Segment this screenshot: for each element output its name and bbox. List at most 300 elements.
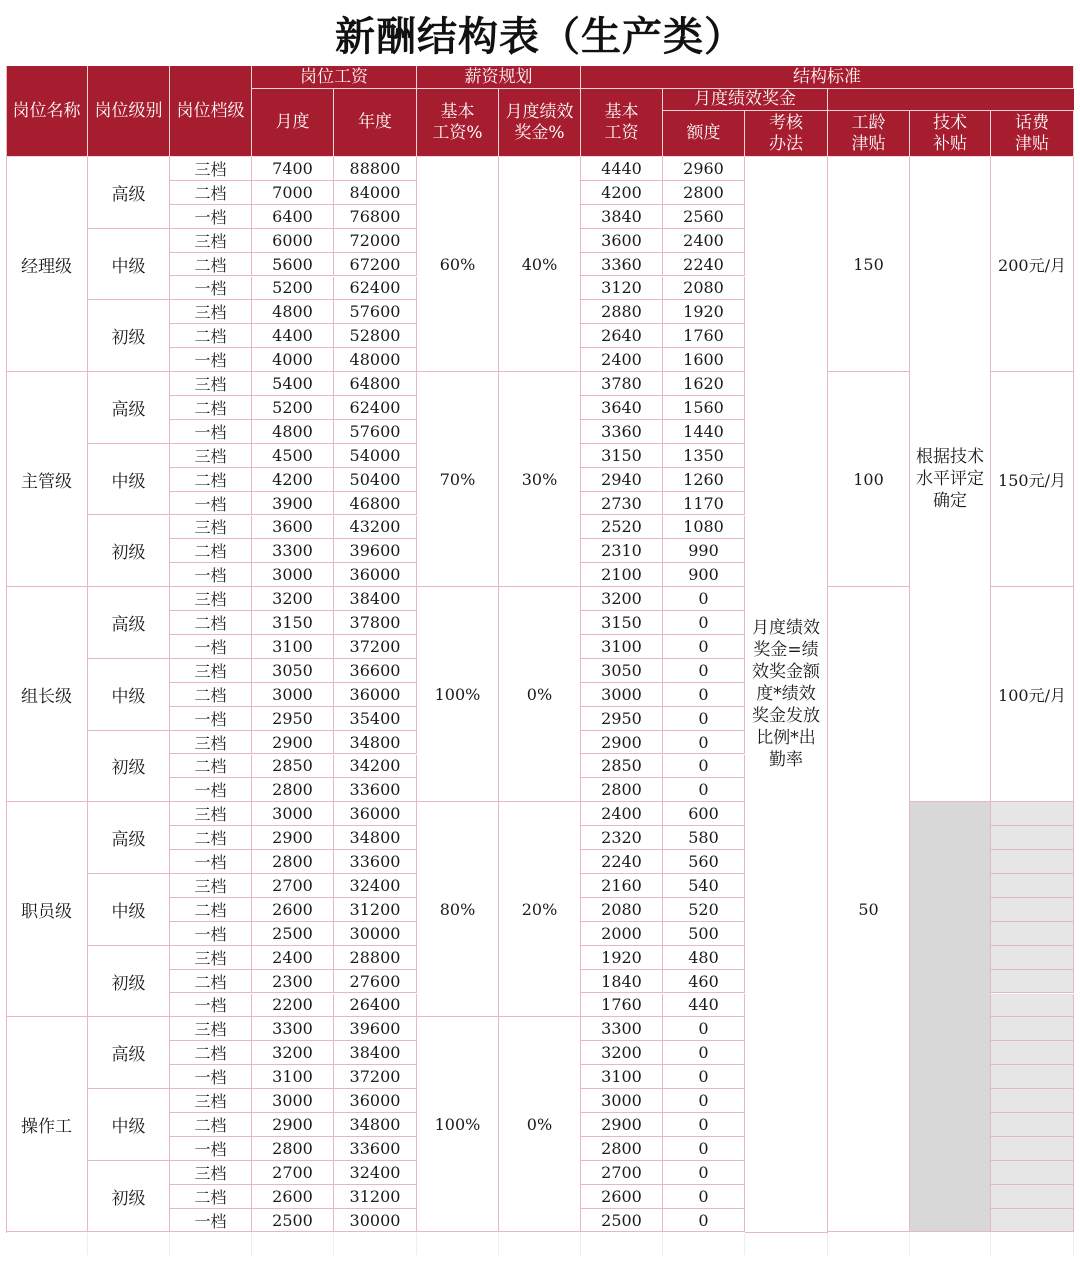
grade-cell: 一档 bbox=[170, 1065, 252, 1089]
base-salary-cell: 2320 bbox=[581, 826, 663, 850]
grade-cell: 三档 bbox=[170, 659, 252, 683]
monthly-salary-cell: 3100 bbox=[252, 635, 334, 659]
bonus-amount-cell: 520 bbox=[663, 898, 745, 922]
header-position-level: 岗位级别 bbox=[88, 66, 170, 157]
base-salary-cell: 2310 bbox=[581, 539, 663, 563]
level-cell: 初级 bbox=[88, 516, 170, 588]
level-cell: 高级 bbox=[88, 1017, 170, 1089]
footer-empty-cell bbox=[6, 1233, 88, 1255]
level-cell: 中级 bbox=[88, 229, 170, 301]
page-title: 新酬结构表（生产类） bbox=[335, 14, 745, 60]
base-pct-cell: 60% bbox=[417, 157, 499, 372]
header-bonus-group: 月度绩效奖金 bbox=[663, 89, 828, 111]
bonus-amount-cell: 2400 bbox=[663, 229, 745, 253]
bonus-amount-cell: 0 bbox=[663, 1065, 745, 1089]
level-cell: 初级 bbox=[88, 731, 170, 803]
base-pct-cell: 100% bbox=[417, 587, 499, 802]
monthly-salary-cell: 3000 bbox=[252, 1089, 334, 1113]
bonus-amount-cell: 0 bbox=[663, 731, 745, 755]
annual-salary-cell: 57600 bbox=[334, 300, 417, 324]
grade-cell: 三档 bbox=[170, 516, 252, 540]
base-salary-cell: 4200 bbox=[581, 181, 663, 205]
monthly-salary-cell: 3100 bbox=[252, 1065, 334, 1089]
header-seniority: 工龄 津贴 bbox=[828, 111, 910, 157]
bonus-amount-cell: 1260 bbox=[663, 468, 745, 492]
monthly-salary-cell: 2500 bbox=[252, 922, 334, 946]
base-salary-cell: 3360 bbox=[581, 253, 663, 277]
monthly-salary-cell: 4000 bbox=[252, 348, 334, 372]
footer-empty-cell bbox=[663, 1233, 745, 1255]
monthly-salary-cell: 4800 bbox=[252, 420, 334, 444]
monthly-salary-cell: 5200 bbox=[252, 277, 334, 301]
level-cell: 高级 bbox=[88, 157, 170, 229]
annual-salary-cell: 50400 bbox=[334, 468, 417, 492]
monthly-salary-cell: 5400 bbox=[252, 372, 334, 396]
monthly-salary-cell: 2900 bbox=[252, 1113, 334, 1137]
phone-allowance-empty bbox=[991, 994, 1074, 1018]
grade-cell: 二档 bbox=[170, 253, 252, 277]
monthly-salary-cell: 3200 bbox=[252, 1041, 334, 1065]
phone-allowance-empty bbox=[991, 802, 1074, 826]
grade-cell: 三档 bbox=[170, 444, 252, 468]
annual-salary-cell: 27600 bbox=[334, 970, 417, 994]
phone-allowance-empty bbox=[991, 1089, 1074, 1113]
bonus-amount-cell: 480 bbox=[663, 946, 745, 970]
phone-allowance-empty bbox=[991, 1113, 1074, 1137]
annual-salary-cell: 30000 bbox=[334, 922, 417, 946]
assess-method-note: 月度绩效奖金=绩效奖金额度*绩效奖金发放比例*出勤率 bbox=[745, 157, 828, 1233]
position-name-cell: 组长级 bbox=[6, 587, 88, 802]
base-salary-cell: 2900 bbox=[581, 731, 663, 755]
phone-allowance-empty bbox=[991, 1137, 1074, 1161]
base-salary-cell: 2160 bbox=[581, 874, 663, 898]
base-salary-cell: 3600 bbox=[581, 229, 663, 253]
bonus-amount-cell: 500 bbox=[663, 922, 745, 946]
base-salary-cell: 3300 bbox=[581, 1017, 663, 1041]
base-salary-cell: 3200 bbox=[581, 587, 663, 611]
base-salary-cell: 2730 bbox=[581, 492, 663, 516]
bonus-amount-cell: 540 bbox=[663, 874, 745, 898]
monthly-salary-cell: 2800 bbox=[252, 778, 334, 802]
monthly-salary-cell: 2300 bbox=[252, 970, 334, 994]
bonus-amount-cell: 1600 bbox=[663, 348, 745, 372]
annual-salary-cell: 32400 bbox=[334, 874, 417, 898]
base-salary-cell: 3780 bbox=[581, 372, 663, 396]
header-base-pct: 基本 工资% bbox=[417, 89, 499, 157]
grade-cell: 三档 bbox=[170, 874, 252, 898]
phone-allowance-manager: 200元/月 bbox=[991, 157, 1074, 372]
tech-subsidy-empty bbox=[910, 802, 991, 1232]
annual-salary-cell: 76800 bbox=[334, 205, 417, 229]
base-salary-cell: 2240 bbox=[581, 850, 663, 874]
bonus-pct-cell: 0% bbox=[499, 1017, 581, 1232]
annual-salary-cell: 36000 bbox=[334, 802, 417, 826]
grade-cell: 二档 bbox=[170, 826, 252, 850]
header-salary-group: 岗位工资 bbox=[252, 66, 417, 89]
base-salary-cell: 3100 bbox=[581, 1065, 663, 1089]
level-cell: 中级 bbox=[88, 659, 170, 731]
phone-allowance-empty bbox=[991, 850, 1074, 874]
grade-cell: 二档 bbox=[170, 970, 252, 994]
bonus-pct-cell: 40% bbox=[499, 157, 581, 372]
grade-cell: 二档 bbox=[170, 1113, 252, 1137]
bonus-amount-cell: 1080 bbox=[663, 516, 745, 540]
annual-salary-cell: 72000 bbox=[334, 229, 417, 253]
grade-cell: 三档 bbox=[170, 946, 252, 970]
base-salary-cell: 2900 bbox=[581, 1113, 663, 1137]
annual-salary-cell: 28800 bbox=[334, 946, 417, 970]
phone-allowance-empty bbox=[991, 1185, 1074, 1209]
bonus-amount-cell: 2560 bbox=[663, 205, 745, 229]
base-salary-cell: 2400 bbox=[581, 348, 663, 372]
annual-salary-cell: 34200 bbox=[334, 755, 417, 779]
annual-salary-cell: 37800 bbox=[334, 611, 417, 635]
base-pct-cell: 70% bbox=[417, 372, 499, 587]
position-name-cell: 操作工 bbox=[6, 1017, 88, 1232]
grade-cell: 一档 bbox=[170, 922, 252, 946]
bonus-amount-cell: 1560 bbox=[663, 396, 745, 420]
grade-cell: 一档 bbox=[170, 1137, 252, 1161]
base-salary-cell: 2520 bbox=[581, 516, 663, 540]
annual-salary-cell: 35400 bbox=[334, 707, 417, 731]
header-bonus-pct: 月度绩效 奖金% bbox=[499, 89, 581, 157]
monthly-salary-cell: 2600 bbox=[252, 898, 334, 922]
base-salary-cell: 1760 bbox=[581, 994, 663, 1018]
bonus-amount-cell: 460 bbox=[663, 970, 745, 994]
annual-salary-cell: 52800 bbox=[334, 324, 417, 348]
bonus-pct-cell: 0% bbox=[499, 587, 581, 802]
annual-salary-cell: 36000 bbox=[334, 1089, 417, 1113]
monthly-salary-cell: 4200 bbox=[252, 468, 334, 492]
position-name-cell: 职员级 bbox=[6, 802, 88, 1017]
base-salary-cell: 3840 bbox=[581, 205, 663, 229]
monthly-salary-cell: 2500 bbox=[252, 1209, 334, 1233]
grade-cell: 一档 bbox=[170, 635, 252, 659]
phone-allowance-supervisor: 150元/月 bbox=[991, 372, 1074, 587]
base-salary-cell: 2080 bbox=[581, 898, 663, 922]
level-cell: 中级 bbox=[88, 874, 170, 946]
phone-allowance-empty bbox=[991, 970, 1074, 994]
position-name-cell: 经理级 bbox=[6, 157, 88, 372]
grade-cell: 三档 bbox=[170, 157, 252, 181]
annual-salary-cell: 34800 bbox=[334, 826, 417, 850]
base-salary-cell: 2640 bbox=[581, 324, 663, 348]
base-salary-cell: 3150 bbox=[581, 611, 663, 635]
grade-cell: 一档 bbox=[170, 778, 252, 802]
monthly-salary-cell: 2950 bbox=[252, 707, 334, 731]
header-plan-group: 薪资规划 bbox=[417, 66, 581, 89]
annual-salary-cell: 36000 bbox=[334, 563, 417, 587]
tech-subsidy-note: 根据技术水平评定确定 bbox=[910, 157, 991, 802]
monthly-salary-cell: 4400 bbox=[252, 324, 334, 348]
seniority-allowance-supervisor: 100 bbox=[828, 372, 910, 587]
monthly-salary-cell: 2600 bbox=[252, 1185, 334, 1209]
header-phone: 话费 津贴 bbox=[991, 111, 1074, 157]
monthly-salary-cell: 2700 bbox=[252, 1161, 334, 1185]
annual-salary-cell: 33600 bbox=[334, 850, 417, 874]
monthly-salary-cell: 3300 bbox=[252, 539, 334, 563]
bonus-amount-cell: 0 bbox=[663, 755, 745, 779]
grade-cell: 一档 bbox=[170, 994, 252, 1018]
grade-cell: 一档 bbox=[170, 492, 252, 516]
header-tech: 技术 补贴 bbox=[910, 111, 991, 157]
bonus-amount-cell: 0 bbox=[663, 1017, 745, 1041]
footer-empty-cell bbox=[88, 1233, 170, 1255]
base-salary-cell: 2850 bbox=[581, 755, 663, 779]
annual-salary-cell: 34800 bbox=[334, 731, 417, 755]
grade-cell: 一档 bbox=[170, 205, 252, 229]
base-salary-cell: 3360 bbox=[581, 420, 663, 444]
annual-salary-cell: 84000 bbox=[334, 181, 417, 205]
header-position-grade: 岗位档级 bbox=[170, 66, 252, 157]
annual-salary-cell: 46800 bbox=[334, 492, 417, 516]
annual-salary-cell: 57600 bbox=[334, 420, 417, 444]
bonus-amount-cell: 1620 bbox=[663, 372, 745, 396]
base-salary-cell: 2940 bbox=[581, 468, 663, 492]
level-cell: 高级 bbox=[88, 372, 170, 444]
level-cell: 中级 bbox=[88, 444, 170, 516]
bonus-amount-cell: 0 bbox=[663, 707, 745, 731]
footer-empty-cell bbox=[252, 1233, 334, 1255]
annual-salary-cell: 37200 bbox=[334, 635, 417, 659]
monthly-salary-cell: 2900 bbox=[252, 731, 334, 755]
footer-empty-cell bbox=[499, 1233, 581, 1255]
footer-empty-cell bbox=[745, 1233, 828, 1255]
bonus-amount-cell: 0 bbox=[663, 611, 745, 635]
bonus-amount-cell: 600 bbox=[663, 802, 745, 826]
table-left-border bbox=[6, 66, 7, 1233]
grade-cell: 二档 bbox=[170, 468, 252, 492]
phone-allowance-empty bbox=[991, 1065, 1074, 1089]
level-cell: 初级 bbox=[88, 946, 170, 1018]
annual-salary-cell: 36000 bbox=[334, 683, 417, 707]
base-salary-cell: 1840 bbox=[581, 970, 663, 994]
base-salary-cell: 2100 bbox=[581, 563, 663, 587]
monthly-salary-cell: 2800 bbox=[252, 1137, 334, 1161]
grade-cell: 三档 bbox=[170, 802, 252, 826]
monthly-salary-cell: 3150 bbox=[252, 611, 334, 635]
annual-salary-cell: 30000 bbox=[334, 1209, 417, 1233]
base-salary-cell: 3120 bbox=[581, 277, 663, 301]
grade-cell: 三档 bbox=[170, 372, 252, 396]
monthly-salary-cell: 5200 bbox=[252, 396, 334, 420]
bonus-amount-cell: 0 bbox=[663, 778, 745, 802]
monthly-salary-cell: 3600 bbox=[252, 516, 334, 540]
grade-cell: 三档 bbox=[170, 300, 252, 324]
grade-cell: 二档 bbox=[170, 898, 252, 922]
base-salary-cell: 2880 bbox=[581, 300, 663, 324]
monthly-salary-cell: 6000 bbox=[252, 229, 334, 253]
bonus-amount-cell: 2960 bbox=[663, 157, 745, 181]
bonus-amount-cell: 0 bbox=[663, 659, 745, 683]
level-cell: 初级 bbox=[88, 1161, 170, 1233]
phone-allowance-empty bbox=[991, 1041, 1074, 1065]
bonus-amount-cell: 560 bbox=[663, 850, 745, 874]
grade-cell: 二档 bbox=[170, 1041, 252, 1065]
footer-empty-cell bbox=[170, 1233, 252, 1255]
bonus-amount-cell: 0 bbox=[663, 1161, 745, 1185]
base-salary-cell: 3100 bbox=[581, 635, 663, 659]
annual-salary-cell: 34800 bbox=[334, 1113, 417, 1137]
annual-salary-cell: 32400 bbox=[334, 1161, 417, 1185]
annual-salary-cell: 36600 bbox=[334, 659, 417, 683]
grade-cell: 三档 bbox=[170, 1017, 252, 1041]
base-salary-cell: 3640 bbox=[581, 396, 663, 420]
grade-cell: 一档 bbox=[170, 420, 252, 444]
base-pct-cell: 80% bbox=[417, 802, 499, 1017]
base-salary-cell: 3000 bbox=[581, 683, 663, 707]
bonus-amount-cell: 0 bbox=[663, 1041, 745, 1065]
monthly-salary-cell: 2800 bbox=[252, 850, 334, 874]
base-salary-cell: 3050 bbox=[581, 659, 663, 683]
bonus-amount-cell: 0 bbox=[663, 1089, 745, 1113]
monthly-salary-cell: 4500 bbox=[252, 444, 334, 468]
header-bonus-amount: 额度 bbox=[663, 111, 745, 157]
seniority-allowance-others: 50 bbox=[828, 587, 910, 1232]
grade-cell: 三档 bbox=[170, 1161, 252, 1185]
grade-cell: 三档 bbox=[170, 229, 252, 253]
base-salary-cell: 2700 bbox=[581, 1161, 663, 1185]
monthly-salary-cell: 7400 bbox=[252, 157, 334, 181]
bonus-amount-cell: 0 bbox=[663, 635, 745, 659]
monthly-salary-cell: 3900 bbox=[252, 492, 334, 516]
annual-salary-cell: 39600 bbox=[334, 539, 417, 563]
phone-allowance-empty bbox=[991, 1017, 1074, 1041]
bonus-pct-cell: 30% bbox=[499, 372, 581, 587]
grade-cell: 二档 bbox=[170, 539, 252, 563]
bonus-amount-cell: 1170 bbox=[663, 492, 745, 516]
monthly-salary-cell: 3000 bbox=[252, 802, 334, 826]
grade-cell: 一档 bbox=[170, 1209, 252, 1233]
footer-empty-cell bbox=[910, 1233, 991, 1255]
footer-empty-cell bbox=[991, 1233, 1074, 1255]
bonus-amount-cell: 0 bbox=[663, 1209, 745, 1233]
base-salary-cell: 2950 bbox=[581, 707, 663, 731]
monthly-salary-cell: 3300 bbox=[252, 1017, 334, 1041]
level-cell: 中级 bbox=[88, 1089, 170, 1161]
footer-empty-cell bbox=[334, 1233, 417, 1255]
header-base-salary: 基本 工资 bbox=[581, 89, 663, 157]
monthly-salary-cell: 5600 bbox=[252, 253, 334, 277]
bonus-amount-cell: 580 bbox=[663, 826, 745, 850]
monthly-salary-cell: 3000 bbox=[252, 563, 334, 587]
header-band bbox=[828, 89, 1074, 111]
bonus-pct-cell: 20% bbox=[499, 802, 581, 1017]
bonus-amount-cell: 2240 bbox=[663, 253, 745, 277]
grade-cell: 三档 bbox=[170, 1089, 252, 1113]
footer-empty-cell bbox=[828, 1233, 910, 1255]
base-salary-cell: 3150 bbox=[581, 444, 663, 468]
phone-allowance-empty bbox=[991, 826, 1074, 850]
base-salary-cell: 2800 bbox=[581, 1137, 663, 1161]
grade-cell: 一档 bbox=[170, 348, 252, 372]
annual-salary-cell: 38400 bbox=[334, 587, 417, 611]
base-salary-cell: 2800 bbox=[581, 778, 663, 802]
annual-salary-cell: 67200 bbox=[334, 253, 417, 277]
phone-allowance-empty bbox=[991, 922, 1074, 946]
annual-salary-cell: 38400 bbox=[334, 1041, 417, 1065]
grade-cell: 三档 bbox=[170, 587, 252, 611]
bonus-amount-cell: 1920 bbox=[663, 300, 745, 324]
bonus-amount-cell: 1760 bbox=[663, 324, 745, 348]
level-cell: 高级 bbox=[88, 587, 170, 659]
phone-allowance-empty bbox=[991, 1209, 1074, 1233]
annual-salary-cell: 33600 bbox=[334, 778, 417, 802]
bonus-amount-cell: 0 bbox=[663, 1113, 745, 1137]
monthly-salary-cell: 2200 bbox=[252, 994, 334, 1018]
annual-salary-cell: 64800 bbox=[334, 372, 417, 396]
base-salary-cell: 2500 bbox=[581, 1209, 663, 1233]
annual-salary-cell: 62400 bbox=[334, 396, 417, 420]
monthly-salary-cell: 2900 bbox=[252, 826, 334, 850]
position-name-cell: 主管级 bbox=[6, 372, 88, 587]
phone-allowance-empty bbox=[991, 1161, 1074, 1185]
base-salary-cell: 3200 bbox=[581, 1041, 663, 1065]
monthly-salary-cell: 4800 bbox=[252, 300, 334, 324]
footer-empty-cell bbox=[581, 1233, 663, 1255]
phone-allowance-empty bbox=[991, 898, 1074, 922]
grade-cell: 一档 bbox=[170, 563, 252, 587]
annual-salary-cell: 88800 bbox=[334, 157, 417, 181]
phone-allowance-empty bbox=[991, 874, 1074, 898]
monthly-salary-cell: 3050 bbox=[252, 659, 334, 683]
grade-cell: 三档 bbox=[170, 731, 252, 755]
phone-allowance-empty bbox=[991, 946, 1074, 970]
annual-salary-cell: 48000 bbox=[334, 348, 417, 372]
grade-cell: 一档 bbox=[170, 707, 252, 731]
monthly-salary-cell: 3200 bbox=[252, 587, 334, 611]
monthly-salary-cell: 2400 bbox=[252, 946, 334, 970]
monthly-salary-cell: 2850 bbox=[252, 755, 334, 779]
bonus-amount-cell: 2800 bbox=[663, 181, 745, 205]
bonus-amount-cell: 1440 bbox=[663, 420, 745, 444]
bonus-amount-cell: 0 bbox=[663, 587, 745, 611]
bonus-amount-cell: 2080 bbox=[663, 277, 745, 301]
grade-cell: 二档 bbox=[170, 1185, 252, 1209]
grade-cell: 二档 bbox=[170, 683, 252, 707]
grade-cell: 二档 bbox=[170, 324, 252, 348]
monthly-salary-cell: 3000 bbox=[252, 683, 334, 707]
base-salary-cell: 3000 bbox=[581, 1089, 663, 1113]
annual-salary-cell: 39600 bbox=[334, 1017, 417, 1041]
grade-cell: 一档 bbox=[170, 850, 252, 874]
header-annual: 年度 bbox=[334, 89, 417, 157]
base-salary-cell: 2000 bbox=[581, 922, 663, 946]
base-salary-cell: 1920 bbox=[581, 946, 663, 970]
grade-cell: 二档 bbox=[170, 181, 252, 205]
bonus-amount-cell: 0 bbox=[663, 683, 745, 707]
bonus-amount-cell: 990 bbox=[663, 539, 745, 563]
annual-salary-cell: 33600 bbox=[334, 1137, 417, 1161]
annual-salary-cell: 62400 bbox=[334, 277, 417, 301]
seniority-allowance-manager: 150 bbox=[828, 157, 910, 372]
base-salary-cell: 2400 bbox=[581, 802, 663, 826]
base-salary-cell: 4440 bbox=[581, 157, 663, 181]
annual-salary-cell: 54000 bbox=[334, 444, 417, 468]
monthly-salary-cell: 2700 bbox=[252, 874, 334, 898]
bonus-amount-cell: 1350 bbox=[663, 444, 745, 468]
annual-salary-cell: 37200 bbox=[334, 1065, 417, 1089]
grade-cell: 二档 bbox=[170, 396, 252, 420]
base-salary-cell: 2600 bbox=[581, 1185, 663, 1209]
grade-cell: 二档 bbox=[170, 611, 252, 635]
base-pct-cell: 100% bbox=[417, 1017, 499, 1232]
footer-empty-cell bbox=[417, 1233, 499, 1255]
bonus-amount-cell: 0 bbox=[663, 1137, 745, 1161]
level-cell: 高级 bbox=[88, 802, 170, 874]
bonus-amount-cell: 900 bbox=[663, 563, 745, 587]
header-structure-group: 结构标准 bbox=[581, 66, 1074, 89]
